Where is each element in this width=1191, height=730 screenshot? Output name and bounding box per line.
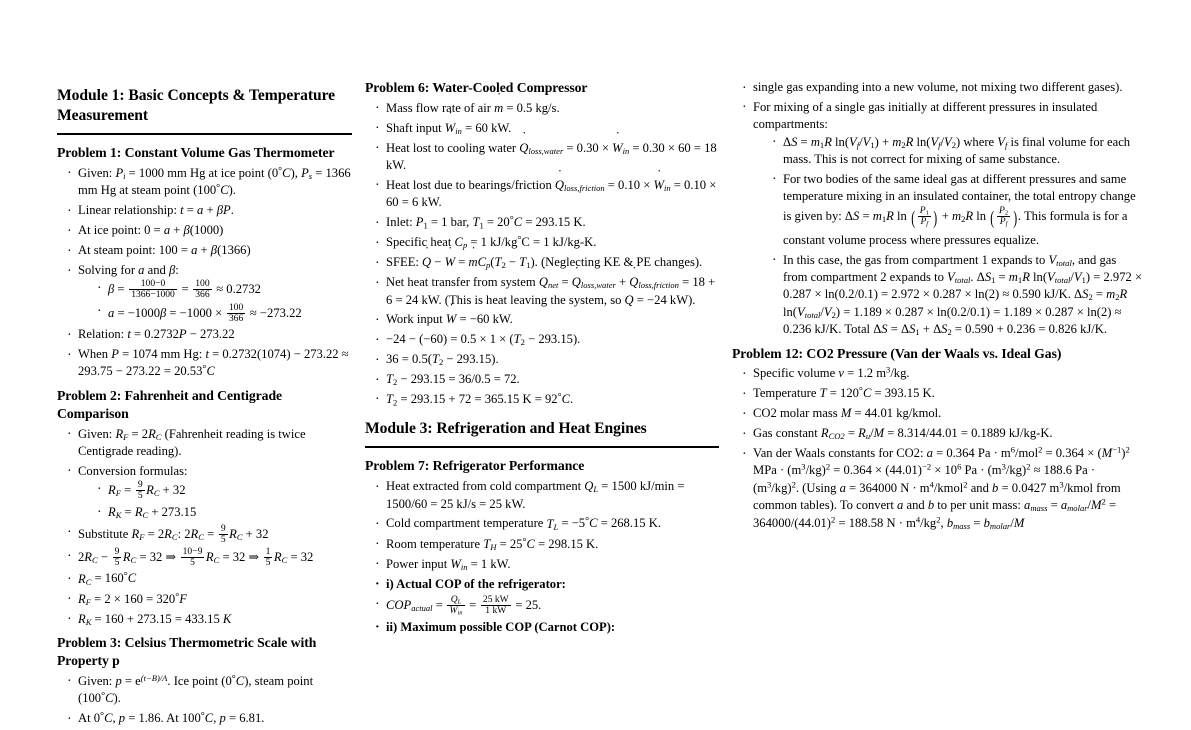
list-item: · In this case, the gas from compartment 1 expands to $V_{total}$, and gas from compartment 2 expands to $V_{total}$. $\Delta S_1 = m_1R$ $\ln(V_{total}/V_1) = 2.972 \times 0.287 \times \ln(0.2/0.1) = 2.972 \times 0.287 \times \ln(2) \approx 0.590$ kJ/K. $\Delta S_2 = m_2R$ $\ln(V_{total}/V_2) = 1.189 \times 0.287 \times \ln(0.2/0.1) = 1.189 \times 0.287 \times \ln(2) \approx 0.236$ kJ/K. Total $\Delta S = \Delta S_1 + \Delta S_2 = 0.590 + 0.236 = 0.826$ kJ/K. (772, 252, 1143, 339)
list-item: · Specific volume v = 1.2 $m^3/kg$. (742, 365, 1143, 382)
module-3-heading: Module 3: Refrigeration and Heat Engines (365, 420, 647, 438)
list-item: · Solving for a and β: · β = $\frac{100-0}{1366-1000}$ = $\frac{100}{366}$ ≈ 0.2732 · a = −1000β = −1000 × $\frac{100}{366}$ ≈ −273.22 (67, 262, 352, 324)
list-item: · At ice point: 0 = a + β(1000) (67, 222, 352, 239)
list-item: · Van der Waals constants for CO2: a = 0.364 $Pa \cdot m^6/mol^2 = 0.364 \times (M^{-1})^2$ MPa · $(m^3/kg)^2 = 0.364 \times (44.01)^{-2} \times 10^6$ $Pa \cdot (m^3/kg)^2 \approx 188.6$ $Pa \cdot (m^3/kg)^2$. (Using a = 364000 $N \cdot m^4/kmol^2$ and b = 0.0427 $m^3$/kmol from common tables). To convert a and b to per unit mass: $a_{mass} = a_{molar}/M^2 = 364000/(44.01)^2 = 188.58$ $N \cdot m^4/kg^2$, $b_{mass} = b_{molar}/M$ (742, 445, 1143, 532)
list-item: · i) Actual COP of the refrigerator: (375, 576, 719, 593)
list-item: · $T_2 = 293.15 + 72 = 365.15$ K = 92°C. (375, 391, 719, 409)
list-item: · $R_K = R_C + 273.15$ (97, 504, 352, 521)
problem-12-list (732, 365, 1143, 532)
problem-6-list (365, 100, 719, 409)
module-3-rule (365, 446, 719, 448)
problem-7-list (365, 478, 719, 636)
list-item: · Shaft input W $˙_{in} = 60$ kW. (375, 120, 719, 137)
list-item: · $R_K = 160 + 273.15 = 433.15$ K (67, 611, 352, 628)
column-1 (0, 0, 365, 730)
module-1-rule (57, 133, 352, 135)
list-item: · CO2 molar mass M = 44.01 kg/kmol. (742, 405, 1143, 422)
entropy-continuation-list (732, 79, 1143, 339)
list-item: · For two bodies of the same ideal gas at different pressures and same temperature mixing in an insulated container, the total entropy change is given by: $\Delta S = m_1R$ ln ( $\frac{P_1}{P_f}$ ) + $m_2R$ ln ( $\frac{P_2}{P_f}$ ). This formula is for a constant volume process where pressures equalize. (772, 171, 1143, 249)
list-item: · At 0°C, p = 1.86. At 100°C, p = 6.81. (67, 710, 352, 728)
list-item: · Conversion formulas: · $R_F$ = $\frac{9}{5}$ $R_C + 32$ · $R_K = R_C + 273.15$ (67, 463, 352, 521)
problem-2-list (57, 426, 352, 628)
list-item: · $2R_C$ − $\frac{9}{5}$ $R_C = 32$ ⇒ $\frac{10-9}{5}$ $R_C = 32$ ⇒ $\frac{1}{5}$ $R_C = 32$ (67, 547, 352, 568)
list-item: · a = −1000β = −1000 × $\frac{100}{366}$ ≈ −273.22 (97, 303, 352, 324)
problem-7-heading: Problem 7: Refrigerator Performance (365, 458, 585, 474)
list-item: · Given: $p = e^{(t-B)/A}$. Ice point (0°C), steam point (100°C). (67, 673, 352, 708)
problem-1-heading: Problem 1: Constant Volume Gas Thermometer (57, 144, 335, 160)
list-item: · $\Delta S = m_1R$ $\ln(V_f/V_1) + m_2R$ $\ln(V_f/V_2)$ where $V_f$ is final volume for each mass. This is not correct for mixing of same substance. (772, 134, 1143, 169)
problem-6-heading: Problem 6: Water-Cooled Compressor (365, 80, 588, 95)
problem-2-heading: Problem 2: Fahrenheit and Centigrade Comparison (57, 388, 283, 421)
problem-3-list (57, 673, 352, 728)
list-item: · ii) Maximum possible COP (Carnot COP): (375, 619, 719, 636)
list-item: · $-24 - (-60) = 0.5 \times 1 \times (T_2 - 293.15)$. (375, 331, 719, 348)
column-3 (732, 0, 1191, 534)
list-item: · SFEE: Q ˙ − W ˙ = m $˙C_p(T_2 - T_1)$. (Neglecting KE & PE changes). (375, 254, 719, 271)
list-item: · Linear relationship: t = a + βP. (67, 202, 352, 219)
list-item: · $R_F$ = $\frac{9}{5}$ $R_C + 32$ (97, 480, 352, 501)
list-item: · Given: $P_i = 1000$ mm Hg at ice point (0°C), $P_s = 1366$ mm Hg at steam point (100°C). (67, 165, 352, 200)
column-2 (365, 0, 732, 639)
list-item: · At steam point: 100 = a + β(1366) (67, 242, 352, 259)
list-item: · $36 = 0.5(T_2 - 293.15)$. (375, 351, 719, 368)
list-item: · Inlet: $P_1 = 1$ bar, $T_1 = 20^\circ C = 293.15$ K. (375, 214, 719, 232)
list-item: · For mixing of a single gas initially at different pressures in insulated compartments: · $\Delta S = m_1R$ $\ln(V_f/V_1) + m_2R$ $\ln(V_f/V_2)$ where $V_f$ is final volume for each mass. This is not correct for mixing of same substance. · For two bodies of the same ideal gas at different pressures and same temperature mixing in an insulated container, the total entropy change is given by: $\Delta S = m_1R$ ln ( $\frac{P_1}{P_f}$ ) + $m_2R$ ln ( $\frac{P_2}{P_f}$ ). This formula is for a constant volume process where pressures equalize. · In this case, the gas from compartment 1 expands to $V_{total}$, and gas from compartment 2 expands to $V_{total}$. $\Delta S_1 = m_1R$ $\ln(V_{total}/V_1) = 2.972 \times 0.287 \times \ln(0.2/0.1) = 2.972 \times 0.287 \times \ln(2) \approx 0.590$ kJ/K. $\Delta S_2 = m_2R$ $\ln(V_{total}/V_2) = 1.189 \times 0.287 \times \ln(0.2/0.1) = 1.189 \times 0.287 \times \ln(2) \approx 0.236$ kJ/K. Total $\Delta S = \Delta S_1 + \Delta S_2 = 0.590 + 0.236 = 0.826$ kJ/K. (742, 99, 1143, 339)
list-item: · When P = 1074 mm Hg: t = 0.2732(1074) − 273.22 ≈ 293.75 − 273.22 = 20.53°C (67, 346, 352, 381)
entropy-sublist (753, 134, 1143, 339)
list-item: · Work input W ˙ = −60 kW. (375, 311, 719, 328)
list-item: · $COP_{actual}$ = $\frac{Q_L}{W_{in}}$ = $\frac{25 kW}{1 kW}$ = 25. (375, 595, 719, 616)
list-item: · Substitute $R_F = 2R_C$: $2R_C$ = $\frac{9}{5}$ $R_C + 32$ (67, 524, 352, 545)
list-item: · Gas constant $R_{CO2} = R_u/M = 8.314/44.01 = 0.1889$ kJ/kg-K. (742, 425, 1143, 442)
list-item: · Given: $R_F = 2R_C$ (Fahrenheit reading is twice Centigrade reading). (67, 426, 352, 461)
list-item: · Heat lost due to bearings/friction Q $˙_{loss,friction} = 0.10 \times W$ $˙_{in} = 0.10 \times 60 = 6$ kW. (375, 177, 719, 212)
list-item: · Heat lost to cooling water Q $˙_{loss,water} = 0.30 \times W$ $˙_{in} = 0.30 \times 60 = 18$ kW. (375, 140, 719, 175)
list-item: · Room temperature $T_H = 25^\circ C = 298.15$ K. (375, 536, 719, 554)
list-item: · Specific heat $C_p = 1$ kJ/kg°C = 1 kJ/kg-K. (375, 234, 719, 252)
list-item: · Temperature T = 120°C = 393.15 K. (742, 385, 1143, 403)
list-item: · $R_F = 2 \times 160 = 320^\circ F$ (67, 591, 352, 609)
list-item: · $T_2 - 293.15 = 36/0.5 = 72$. (375, 371, 719, 388)
problem-1-sublist (78, 279, 352, 323)
list-item: · Net heat transfer from system Q $˙_{net} = Q$ $˙_{loss,water} + Q$ $˙_{loss,friction} = 18 + 6 = 24$ kW. (This is heat leaving the system, so Q = −24 kW). (375, 274, 719, 309)
problem-1-list (57, 165, 352, 381)
list-item: · Cold compartment temperature $T_L = -5^\circ C = 268.15$ K. (375, 515, 719, 533)
list-item: · $R_C = 160^\circ C$ (67, 570, 352, 588)
list-item: · β = $\frac{100-0}{1366-1000}$ = $\frac{100}{366}$ ≈ 0.2732 (97, 279, 352, 300)
list-item: · Heat extracted from cold compartment $Q_L = 1500$ kJ/min = 1500/60 = 25 kJ/s = 25 kW. (375, 478, 719, 513)
list-item: · Relation: t = 0.2732P − 273.22 (67, 326, 352, 343)
problem-2-sublist (78, 480, 352, 521)
list-item: · Mass flow rate of air m ˙ = 0.5 kg/s. (375, 100, 719, 117)
list-item: · Power input $W_{in} = 1$ kW. (375, 556, 719, 573)
module-1-heading: Module 1: Basic Concepts & Temperature Measurement (57, 87, 336, 124)
list-item: · single gas expanding into a new volume, not mixing two different gases). (742, 79, 1143, 96)
problem-12-heading: Problem 12: CO2 Pressure (Van der Waals vs. Ideal Gas) (732, 345, 1062, 361)
problem-3-heading: Problem 3: Celsius Thermometric Scale with Property p (57, 634, 317, 668)
